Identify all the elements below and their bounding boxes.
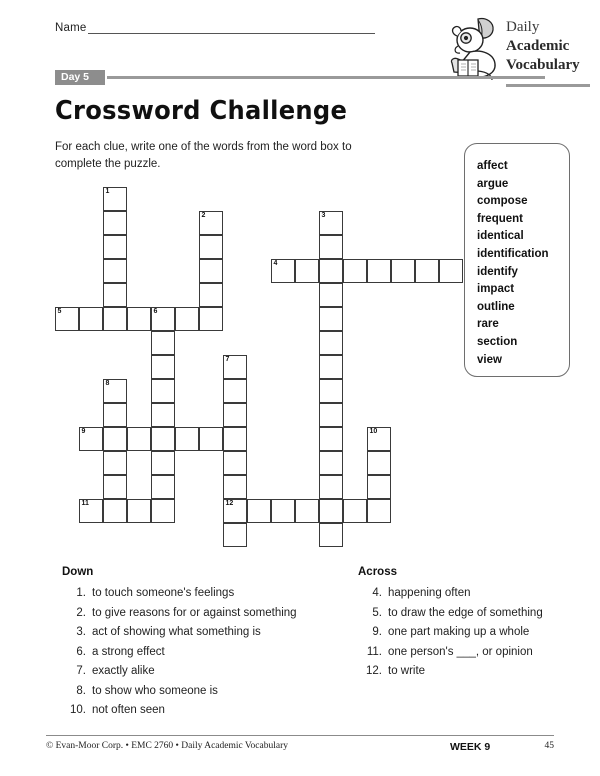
word-box-item: identify [477, 265, 518, 278]
crossword-cell[interactable] [223, 403, 247, 427]
crossword-cell[interactable] [103, 499, 127, 523]
crossword-cell[interactable] [175, 427, 199, 451]
crossword-cell[interactable] [367, 427, 391, 451]
crossword-cell[interactable] [319, 259, 343, 283]
clue-number: 7. [76, 665, 86, 677]
clue-text: happening often [388, 587, 471, 599]
crossword-cell[interactable] [319, 403, 343, 427]
crossword-cell[interactable] [391, 259, 415, 283]
crossword-cell[interactable] [199, 283, 223, 307]
crossword-cell[interactable] [199, 427, 223, 451]
crossword-cell[interactable] [439, 259, 463, 283]
crossword-cell[interactable] [151, 403, 175, 427]
clue-item [62, 604, 352, 624]
word-box-item: compose [477, 195, 528, 208]
clue-item [358, 643, 598, 663]
crossword-cell[interactable] [367, 259, 391, 283]
across-clues-column [358, 566, 598, 682]
crossword-cell[interactable] [103, 259, 127, 283]
logo-line-academic: Academic [506, 38, 570, 55]
clue-item [358, 662, 598, 682]
clue-text: to draw the edge of something [388, 606, 543, 619]
crossword-cell-number: 2 [201, 212, 206, 219]
clue-item [62, 643, 352, 663]
clue-number: 12. [366, 665, 382, 677]
crossword-cell-number: 4 [273, 260, 278, 267]
clue-text: act of showing what something is [92, 626, 261, 638]
clue-text: to touch someone's feelings [92, 587, 235, 599]
crossword-cell[interactable] [175, 307, 199, 331]
clue-text: not often seen [92, 704, 165, 716]
crossword-cell-number: 10 [369, 428, 378, 435]
crossword-cell[interactable] [103, 211, 127, 235]
crossword-cell-number: 12 [225, 500, 234, 507]
crossword-cell[interactable] [319, 235, 343, 259]
crossword-cell[interactable] [103, 379, 127, 403]
crossword-cell[interactable] [319, 475, 343, 499]
crossword-cell[interactable] [127, 307, 151, 331]
clue-item [358, 604, 598, 624]
crossword-cell[interactable] [151, 427, 175, 451]
footer-week: WEEK 9 [450, 741, 491, 753]
crossword-cell[interactable] [103, 403, 127, 427]
crossword-cell[interactable] [319, 427, 343, 451]
clue-number: 10. [70, 704, 86, 716]
word-box-item: rare [477, 318, 499, 331]
crossword-cell[interactable] [367, 451, 391, 475]
clue-item [358, 623, 598, 643]
crossword-cell[interactable] [319, 283, 343, 307]
crossword-cell-number: 5 [57, 308, 62, 315]
clue-item [62, 662, 352, 682]
crossword-cell-number: 6 [153, 308, 158, 315]
clue-number: 1. [76, 587, 86, 599]
clue-item [62, 682, 352, 702]
crossword-cell[interactable] [79, 307, 103, 331]
clue-text: one part making up a whole [388, 626, 530, 638]
crossword-cell[interactable] [79, 499, 103, 523]
down-heading: Down [62, 566, 94, 578]
word-box-item: identical [477, 230, 524, 243]
crossword-cell[interactable] [223, 499, 247, 523]
crossword-cell[interactable] [151, 475, 175, 499]
crossword-cell-number: 11 [81, 500, 89, 507]
clue-number: 5. [372, 606, 382, 619]
clue-number: 8. [76, 684, 86, 697]
word-box-item: identification [477, 247, 549, 260]
crossword-cell[interactable] [415, 259, 439, 283]
page-title: Crossword Challenge [55, 96, 348, 126]
crossword-cell[interactable] [103, 187, 127, 211]
crossword-cell-number: 3 [321, 212, 326, 219]
crossword-cell[interactable] [199, 307, 223, 331]
clue-text: to give reasons for or against something [92, 606, 297, 619]
crossword-cell[interactable] [79, 427, 103, 451]
logo-line-vocabulary: Vocabulary [506, 57, 580, 74]
word-box-item: frequent [477, 212, 523, 225]
footer-rule [46, 735, 554, 736]
crossword-cell[interactable] [151, 379, 175, 403]
page-footer [46, 741, 554, 755]
crossword-cell[interactable] [223, 475, 247, 499]
crossword-cell-number: 8 [105, 380, 110, 387]
footer-copyright: © Evan-Moor Corp. • EMC 2760 • Daily Academic Vocabulary [46, 741, 289, 751]
crossword-cell-number: 7 [225, 356, 230, 363]
crossword-cell[interactable] [319, 523, 343, 547]
crossword-cell[interactable] [127, 499, 151, 523]
crossword-cell[interactable] [151, 355, 175, 379]
crossword-cell[interactable] [319, 379, 343, 403]
crossword-cell-number: 1 [105, 188, 110, 195]
crossword-cell[interactable] [223, 451, 247, 475]
crossword-cell[interactable] [103, 307, 127, 331]
name-label: Name [55, 22, 87, 34]
crossword-cell[interactable] [271, 259, 295, 283]
crossword-cell[interactable] [103, 427, 127, 451]
word-box-item: section [477, 335, 518, 348]
clue-text: to write [388, 665, 426, 677]
crossword-cell[interactable] [367, 499, 391, 523]
crossword-cell[interactable] [199, 235, 223, 259]
down-clues-column [62, 566, 352, 721]
word-box-item: view [477, 353, 502, 366]
clue-number: 2. [76, 606, 86, 619]
crossword-cell[interactable] [151, 307, 175, 331]
clues-section [0, 566, 600, 716]
clue-item [62, 584, 352, 604]
crossword-cell[interactable] [319, 451, 343, 475]
crossword-cell[interactable] [319, 355, 343, 379]
crossword-cell[interactable] [151, 499, 175, 523]
clue-number: 9. [372, 626, 382, 638]
clue-number: 4. [372, 587, 382, 599]
logo-line-daily: Daily [506, 19, 540, 35]
clue-item [62, 701, 352, 721]
crossword-cell[interactable] [55, 307, 79, 331]
crossword-cell[interactable] [151, 451, 175, 475]
crossword-cell[interactable] [247, 499, 271, 523]
directions-text: For each clue, write one of the words from the word box to complete the puzzle. [55, 141, 352, 170]
down-clue-list [62, 584, 352, 721]
crossword-cell[interactable] [319, 211, 343, 235]
crossword-cell[interactable] [103, 235, 127, 259]
word-box-item: impact [477, 283, 515, 296]
crossword-cell[interactable] [223, 523, 247, 547]
crossword-cell[interactable] [151, 331, 175, 355]
clue-number: 11. [366, 645, 382, 658]
crossword-cell[interactable] [319, 331, 343, 355]
crossword-cell[interactable] [103, 451, 127, 475]
crossword-cell[interactable] [199, 259, 223, 283]
clue-text: exactly alike [92, 665, 155, 677]
day-tab-label: Day 5 [61, 71, 90, 83]
crossword-cell[interactable] [103, 475, 127, 499]
word-box-item: outline [477, 300, 515, 313]
clue-number: 3. [76, 626, 86, 638]
clue-text: a strong effect [92, 645, 165, 658]
crossword-cell[interactable] [295, 259, 319, 283]
crossword-cell[interactable] [223, 355, 247, 379]
crossword-cell[interactable] [271, 499, 295, 523]
word-box-item: argue [477, 177, 509, 190]
crossword-cell[interactable] [319, 307, 343, 331]
crossword-cell[interactable] [223, 427, 247, 451]
crossword-cell[interactable] [103, 283, 127, 307]
crossword-cell[interactable] [295, 499, 319, 523]
crossword-cell-number: 9 [81, 428, 86, 435]
clue-item [62, 623, 352, 643]
across-clue-list [358, 584, 598, 682]
clue-text: one person's ___, or opinion [388, 645, 533, 658]
crossword-cell[interactable] [319, 499, 343, 523]
crossword-cell[interactable] [367, 475, 391, 499]
crossword-cell[interactable] [343, 499, 367, 523]
clue-number: 6. [76, 645, 86, 658]
clue-item [358, 584, 598, 604]
clue-text: to show who someone is [92, 684, 218, 697]
word-box-item: affect [477, 160, 508, 172]
across-heading: Across [358, 566, 397, 578]
footer-page-number: 45 [544, 741, 554, 751]
crossword-cell[interactable] [223, 379, 247, 403]
crossword-cell[interactable] [199, 211, 223, 235]
crossword-cell[interactable] [343, 259, 367, 283]
crossword-cell[interactable] [127, 427, 151, 451]
